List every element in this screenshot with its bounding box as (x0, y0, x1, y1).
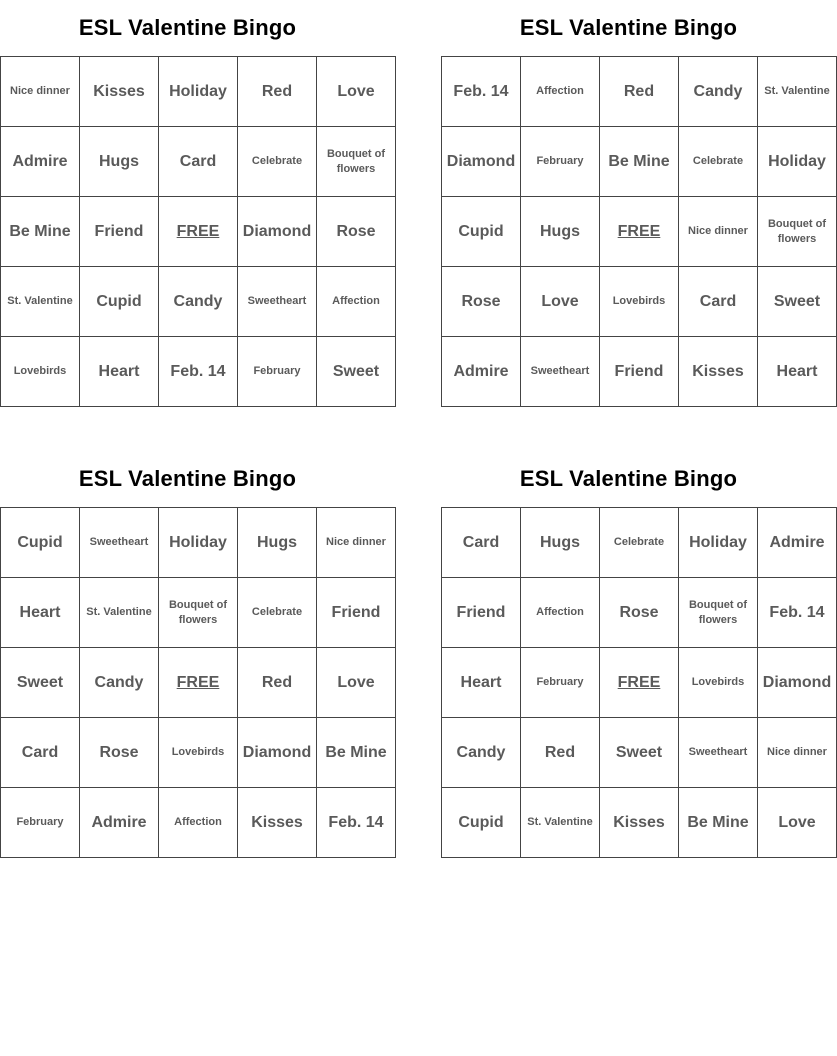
bingo-row (442, 578, 837, 648)
bingo-row (442, 267, 837, 337)
bingo-cell: Nice dinner (679, 197, 758, 267)
bingo-cell: Diamond (442, 127, 521, 197)
bingo-cell: Sweet (317, 337, 396, 407)
bingo-cell: Kisses (679, 337, 758, 407)
bingo-cell: St. Valentine (758, 57, 837, 127)
bingo-row (1, 718, 396, 788)
bingo-cell: Nice dinner (317, 508, 396, 578)
bingo-cell: February (1, 788, 80, 858)
bingo-cell: Candy (80, 648, 159, 718)
bingo-cell: Bouquet of flowers (758, 197, 837, 267)
bingo-row (1, 578, 396, 648)
bingo-cell: St. Valentine (1, 267, 80, 337)
bingo-cell: Rose (600, 578, 679, 648)
bingo-cell: Candy (442, 718, 521, 788)
bingo-cell: Red (238, 57, 317, 127)
bingo-cell: Love (758, 788, 837, 858)
bingo-cell: Feb. 14 (317, 788, 396, 858)
card-title: ESL Valentine Bingo (78, 15, 297, 40)
bingo-cell: Affection (521, 578, 600, 648)
card-title: ESL Valentine Bingo (519, 466, 738, 491)
bingo-cell: Lovebirds (600, 267, 679, 337)
bingo-cell: Nice dinner (1, 57, 80, 127)
bingo-cell: Holiday (758, 127, 837, 197)
bingo-row (442, 508, 837, 578)
bingo-cell: St. Valentine (80, 578, 159, 648)
bingo-cell: Be Mine (679, 788, 758, 858)
bingo-cell: Heart (80, 337, 159, 407)
bingo-cell: Kisses (80, 57, 159, 127)
bingo-cell: Hugs (80, 127, 159, 197)
bingo-grid (441, 56, 837, 407)
bingo-cell: Celebrate (238, 127, 317, 197)
bingo-cell: Bouquet of flowers (679, 578, 758, 648)
bingo-cell: Card (442, 508, 521, 578)
bingo-cell: Friend (442, 578, 521, 648)
bingo-cell: Rose (317, 197, 396, 267)
bingo-cell: Kisses (600, 788, 679, 858)
bingo-cell: Heart (758, 337, 837, 407)
bingo-row (1, 508, 396, 578)
bingo-cell: Holiday (679, 508, 758, 578)
bingo-grid (0, 507, 396, 858)
bingo-row (1, 57, 396, 127)
bingo-cell: Red (600, 57, 679, 127)
bingo-cell: Celebrate (238, 578, 317, 648)
bingo-cell: Kisses (238, 788, 317, 858)
bingo-cell: Friend (317, 578, 396, 648)
bingo-row (1, 127, 396, 197)
bingo-cell: Hugs (521, 197, 600, 267)
bingo-cell: Sweet (1, 648, 80, 718)
bingo-cell: Cupid (442, 197, 521, 267)
bingo-cell: Red (238, 648, 317, 718)
card-title: ESL Valentine Bingo (78, 466, 297, 491)
bingo-row (442, 57, 837, 127)
bingo-cell: Affection (159, 788, 238, 858)
bingo-cell: Lovebirds (159, 718, 238, 788)
bingo-card-2 (441, 0, 830, 407)
bingo-cell: Friend (80, 197, 159, 267)
bingo-cell: Holiday (159, 57, 238, 127)
bingo-cell: Be Mine (1, 197, 80, 267)
bingo-cell: Card (1, 718, 80, 788)
bingo-row (1, 337, 396, 407)
bingo-cell: Love (521, 267, 600, 337)
bingo-cell: Admire (758, 508, 837, 578)
bingo-cell: Cupid (80, 267, 159, 337)
bingo-cell: Sweetheart (521, 337, 600, 407)
bingo-cell: Feb. 14 (159, 337, 238, 407)
bingo-cell: Be Mine (600, 127, 679, 197)
bingo-row (1, 267, 396, 337)
bingo-card-3 (0, 451, 387, 858)
bingo-cell: Rose (442, 267, 521, 337)
bingo-cell: Feb. 14 (758, 578, 837, 648)
bingo-cell: Sweetheart (80, 508, 159, 578)
bingo-row (442, 337, 837, 407)
bingo-row (442, 197, 837, 267)
free-space-cell: FREE (600, 197, 679, 267)
bingo-cell: February (521, 127, 600, 197)
bingo-cell: Affection (521, 57, 600, 127)
bingo-cell: Sweetheart (238, 267, 317, 337)
bingo-cell: Feb. 14 (442, 57, 521, 127)
bingo-cell: Diamond (758, 648, 837, 718)
free-space-cell: FREE (159, 648, 238, 718)
bingo-row (1, 788, 396, 858)
bingo-cell: Candy (159, 267, 238, 337)
bingo-cell: Heart (442, 648, 521, 718)
bingo-row (442, 788, 837, 858)
bingo-cell: Friend (600, 337, 679, 407)
bingo-cell: Cupid (442, 788, 521, 858)
bingo-cell: February (238, 337, 317, 407)
bingo-cell: Admire (442, 337, 521, 407)
free-space-cell: FREE (159, 197, 238, 267)
bingo-cell: Sweet (758, 267, 837, 337)
bingo-cell: February (521, 648, 600, 718)
bingo-cell: Celebrate (600, 508, 679, 578)
bingo-row (1, 197, 396, 267)
free-space-cell: FREE (600, 648, 679, 718)
bingo-cell: Admire (80, 788, 159, 858)
bingo-cell: Sweetheart (679, 718, 758, 788)
bingo-grid (0, 56, 396, 407)
bingo-cell: Affection (317, 267, 396, 337)
card-title: ESL Valentine Bingo (519, 15, 738, 40)
bingo-cell: Love (317, 57, 396, 127)
bingo-cell: Holiday (159, 508, 238, 578)
bingo-cell: Diamond (238, 197, 317, 267)
bingo-cell: Love (317, 648, 396, 718)
bingo-cell: Red (521, 718, 600, 788)
bingo-row (1, 648, 396, 718)
bingo-cell: Bouquet of flowers (317, 127, 396, 197)
bingo-cell: Diamond (238, 718, 317, 788)
bingo-row (442, 127, 837, 197)
bingo-cell: Nice dinner (758, 718, 837, 788)
bingo-cell: Lovebirds (679, 648, 758, 718)
bingo-cell: Sweet (600, 718, 679, 788)
bingo-cell: Lovebirds (1, 337, 80, 407)
bingo-row (442, 648, 837, 718)
bingo-cell: Celebrate (679, 127, 758, 197)
bingo-cell: Admire (1, 127, 80, 197)
bingo-cell: Be Mine (317, 718, 396, 788)
bingo-card-4 (441, 451, 832, 858)
bingo-cell: Bouquet of flowers (159, 578, 238, 648)
bingo-cell: Candy (679, 57, 758, 127)
bingo-cell: Card (159, 127, 238, 197)
bingo-cell: Heart (1, 578, 80, 648)
bingo-cell: St. Valentine (521, 788, 600, 858)
bingo-grid (441, 507, 837, 858)
bingo-row (442, 718, 837, 788)
bingo-cell: Card (679, 267, 758, 337)
bingo-cell: Cupid (1, 508, 80, 578)
bingo-card-1 (0, 0, 386, 407)
bingo-cell: Hugs (238, 508, 317, 578)
bingo-cell: Rose (80, 718, 159, 788)
bingo-cell: Hugs (521, 508, 600, 578)
